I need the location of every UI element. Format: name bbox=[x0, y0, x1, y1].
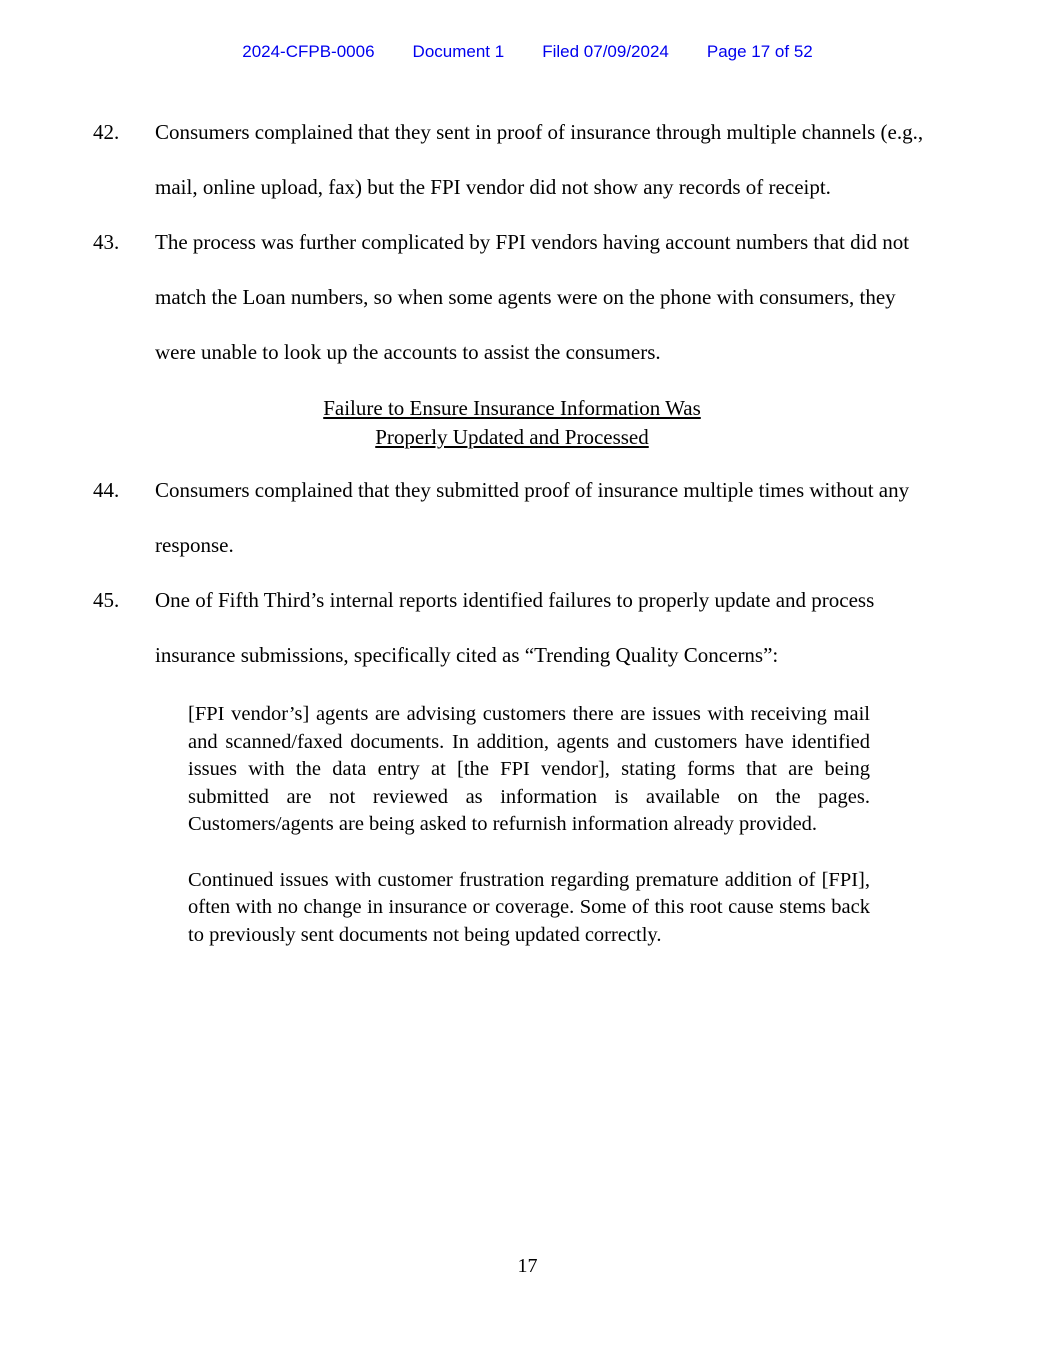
page-number-footer: 17 bbox=[517, 1255, 538, 1277]
paragraph-number: 42. bbox=[93, 120, 120, 144]
paragraph-text: The process was further complicated by FPI vendors having account numbers that did not match the Loan numbers, so when some agents were on the phone with consumers, they were unable to look up the accounts to assist the consumers. bbox=[155, 230, 910, 364]
section-heading bbox=[93, 394, 931, 452]
paragraph-43 bbox=[93, 215, 931, 380]
section-heading-line2: Properly Updated and Processed bbox=[375, 425, 649, 449]
paragraph-44 bbox=[93, 463, 931, 573]
paragraph-45 bbox=[93, 573, 931, 683]
paragraph-number: 44. bbox=[93, 478, 120, 502]
page-indicator: Page 17 of 52 bbox=[706, 42, 813, 61]
paragraph-text: Consumers complained that they submitted proof of insurance multiple times without any response. bbox=[155, 478, 910, 557]
section-heading-line1: Failure to Ensure Insurance Information Was bbox=[323, 396, 701, 420]
document-body bbox=[93, 105, 931, 949]
document-number: Document 1 bbox=[412, 42, 505, 61]
paragraph-number: 43. bbox=[93, 230, 120, 254]
paragraph-text: Consumers complained that they sent in proof of insurance through multiple channels (e.g., mail, online upload, fax) but the FPI vendor did not show any records of receipt. bbox=[155, 120, 924, 199]
block-quote-1: [FPI vendor’s] agents are advising customers there are issues with receiving mail and scanned/faxed documents. In addition, agents and customers have identified issues with the data entry at [the FPI vendor], stating forms that are being submitted are not reviewed as information is available on the pages. Customers/agents are being asked to refurnish information already provided. bbox=[188, 703, 870, 835]
court-stamp-header bbox=[0, 42, 1055, 62]
paragraph-42 bbox=[93, 105, 931, 215]
paragraph-number: 45. bbox=[93, 588, 120, 612]
filed-date: Filed 07/09/2024 bbox=[542, 42, 669, 61]
paragraph-text: One of Fifth Third’s internal reports identified failures to properly update and process insurance submissions, specifically cited as “Trending Quality Concerns”: bbox=[155, 588, 875, 667]
case-number: 2024-CFPB-0006 bbox=[242, 42, 375, 61]
block-quote-2: Continued issues with customer frustration regarding premature addition of [FPI], often with no change in insurance or coverage. Some of this root cause stems back to previously sent documents not being updated correctly. bbox=[188, 868, 870, 946]
